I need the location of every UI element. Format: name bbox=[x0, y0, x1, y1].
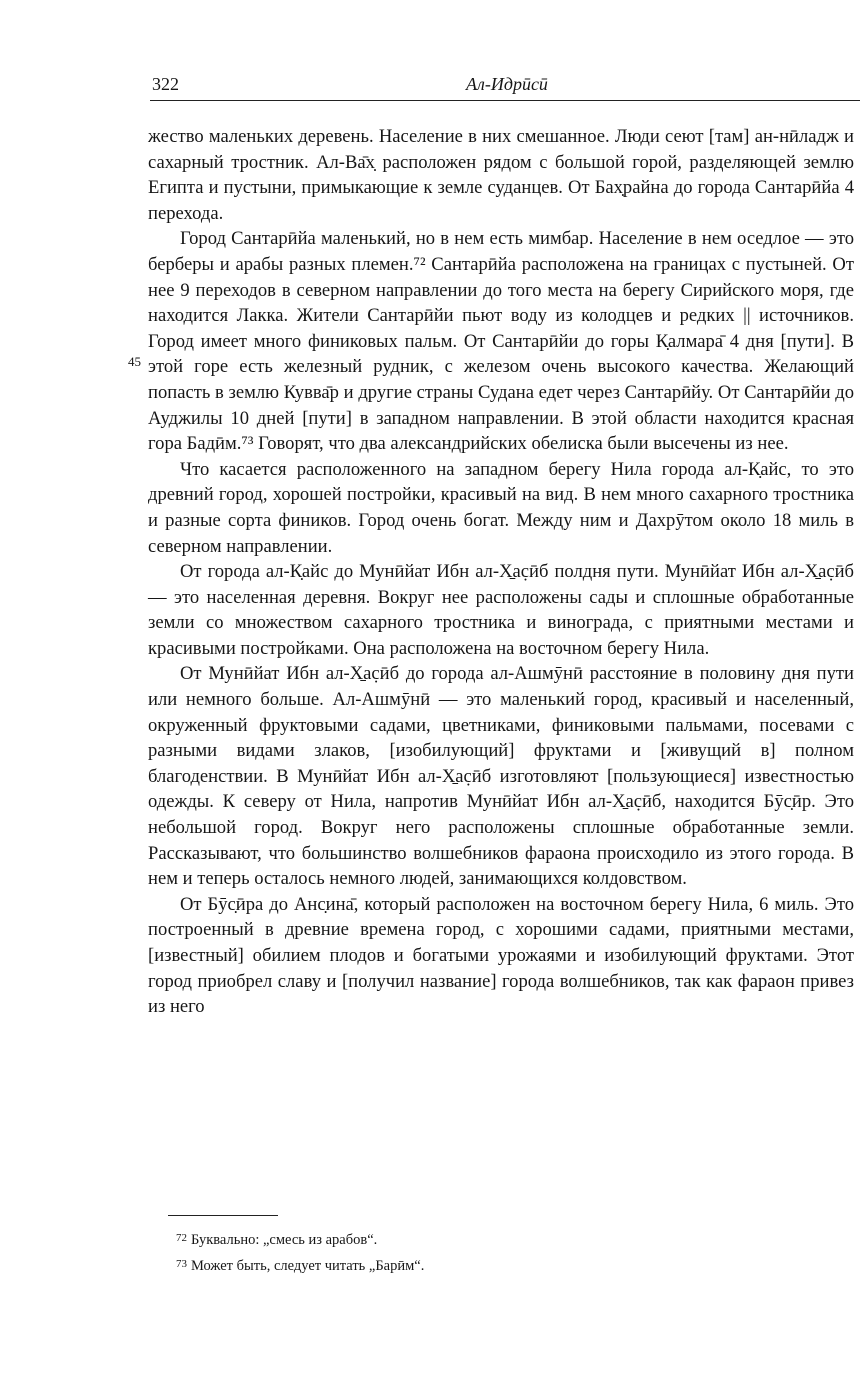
paragraph-1: жество маленьких деревень. Население в них смешанное. Люди сеют [там] ан-нӣладж и сахарный тростник. Ал-Ва̄х̣ расположен рядом с большой горой, разделяющей землю Египта и пустыни, примыкающие к земле суданцев. От Бах̣райна до города Сантарӣйа 4 перехода. bbox=[148, 126, 854, 224]
paragraph-6: От Бӯс̣ӣра до Анс̣ина̄, который расположен на восточном берегу Нила, 6 миль. Это построенный в древние времена город, с хорошими садами, приятными местами, [известный] обилием плодов и богатыми урожаями и изобилующий фруктами. Этот город приобрел славу и [получил название] города волшебников, так как фараон привез из него bbox=[148, 893, 854, 1018]
paragraph-4: От города ал-К̣айс до Мунӣйат Ибн ал-Х̱аc̣ӣб полдня пути. Мунӣйат Ибн ал-Х̱аc̣ӣб — это населенная деревня. Вокруг нее расположены сады и сплошные обработанные земли со множеством сахарного тростника и винограда, с приятными местами и красивыми постройками. Она расположена на восточном берегу Нила. bbox=[148, 561, 854, 659]
page-number: 322 bbox=[152, 74, 179, 94]
footnote-text: Может быть, следует читать „Барӣм“. bbox=[191, 1258, 425, 1274]
body-text bbox=[148, 124, 854, 1020]
footnote-text: Буквально: „смесь из арабов“. bbox=[191, 1232, 378, 1248]
footnote-divider bbox=[168, 1215, 278, 1216]
paragraph-2: Город Сантарӣйа маленький, но в нем есть мимбар. Население в нем оседлое — это берберы и арабы разных племен.⁷² Сантарӣйа расположена на границах с пустыней. От нее 9 переходов в северном направлении до того места на берегу Сирийского моря, где находится Лакка. Жители Сантарӣйи пьют воду из колодцев и редких || источников. Город имеет много финиковых пальм. От Сантарӣйи до горы К̣алмара̄ 4 дня [пути]. В этой горе есть железный рудник, с железом очень высокого качества. Желающий попасть в землю Кувва̄р и другие страны Судана едет через Сантарӣйу. От Сантарӣйи до Ауджилы 10 дней [пути] в западном направлении. В этой области находится красная гора Бадӣм.⁷³ Говорят, что два александрийских обелиска были высечены из нее. bbox=[148, 228, 854, 455]
paragraph-5: От Мунӣйат Ибн ал-Х̱аc̣ӣб до города ал-Ашмӯнӣ расстояние в половину дня пути или немного больше. Ал-Ашмӯнӣ — это маленький город, красивый и населенный, окруженный фруктовыми садами, цветниками, финиковыми пальмами, посевами с разными видами злаков, [изобилующий] фруктами и [живущий в] полном благоденствии. В Мунӣйат Ибн ал-Х̱аc̣ӣб изготовляют [пользующиеся] известностью одежды. К северу от Нила, напротив Мунӣйат Ибн ал-Х̱аc̣ӣб, находится Бӯс̣ӣр. Это небольшой город. Вокруг него расположены сплошные обработанные земли. Рассказывают, что большинство волшебников фараона происходило из этого города. В нем и теперь осталось немного людей, занимающихся колдовством. bbox=[148, 663, 854, 890]
footnotes bbox=[176, 1226, 836, 1278]
footnote-number: 73 bbox=[176, 1258, 187, 1270]
footnote-72 bbox=[176, 1226, 836, 1252]
paragraph-3: Что касается расположенного на западном берегу Нила города ал-К̣айс, то это древний город, хорошей постройки, красивый на вид. В нем много сахарного тростника и разные сорта фиников. Город очень богат. Между ним и Дахрӯтом около 18 миль в северном направлении. bbox=[148, 458, 854, 557]
running-title: Ал-Идрӣсӣ bbox=[466, 74, 548, 94]
footnote-number: 72 bbox=[176, 1232, 187, 1244]
footnote-73 bbox=[176, 1252, 836, 1278]
running-header bbox=[150, 72, 860, 101]
margin-line-number: 45 bbox=[128, 354, 141, 369]
